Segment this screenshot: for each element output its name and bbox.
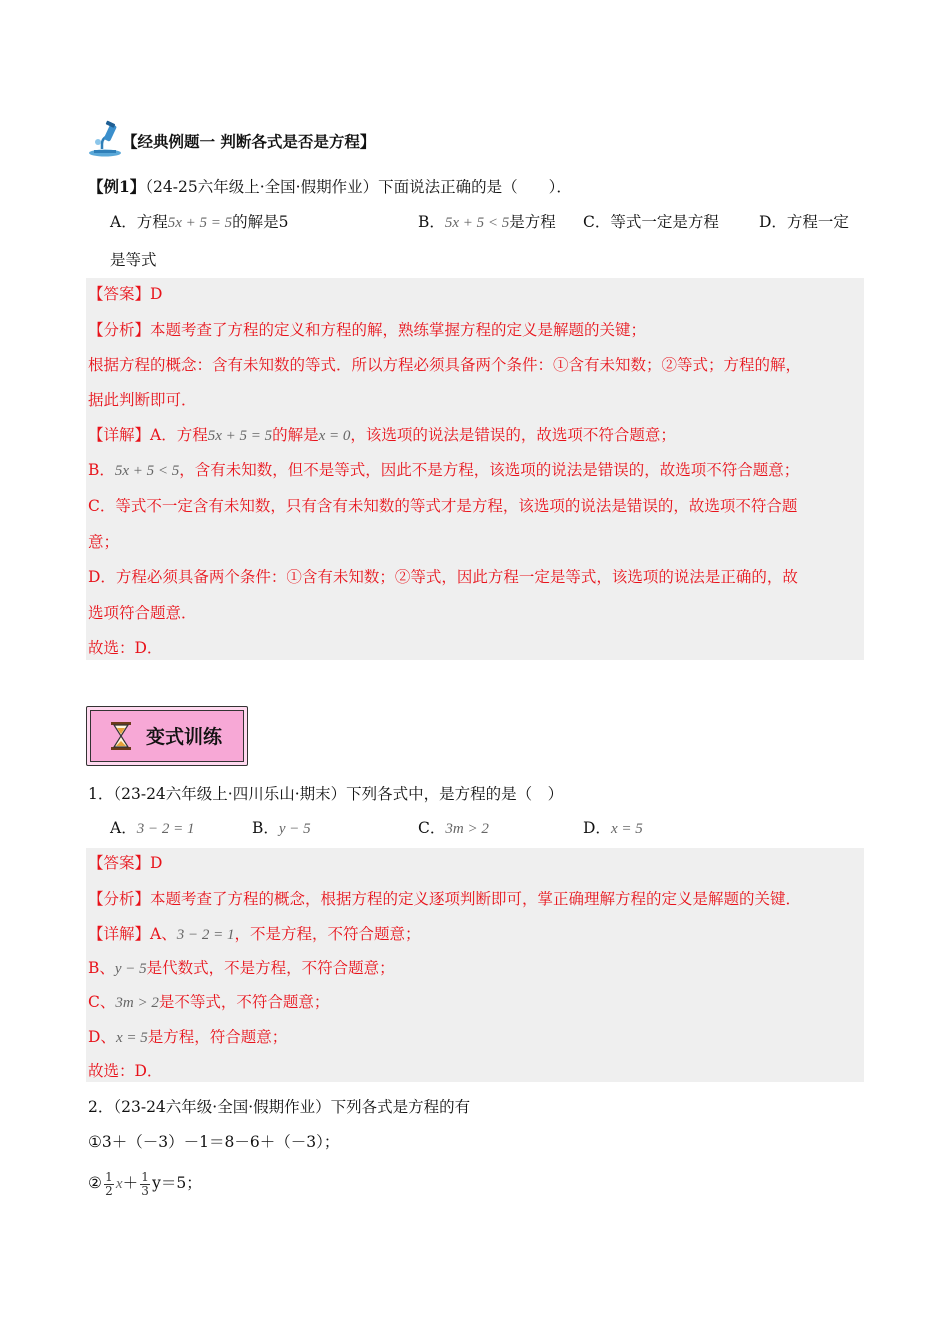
example-answer: 【答案】D xyxy=(88,285,163,303)
q1-option-b: B．y − 5 xyxy=(252,819,311,837)
q1-option-d: D．x = 5 xyxy=(583,819,643,837)
hourglass-icon xyxy=(110,722,132,750)
example-detail-d-line-2: 选项符合题意． xyxy=(88,604,197,622)
example-stem xyxy=(88,177,572,197)
example-detail-a: 【详解】A．方程5x + 5 = 5的解是x = 0，该选项的说法是错误的，故选项不符合题意； xyxy=(88,426,676,444)
example-option-b: B．5x + 5 < 5是方程 xyxy=(418,213,556,231)
example-analysis-line-1: 【分析】本题考查了方程的定义和方程的解，熟练掌握方程的定义是解题的关键； xyxy=(88,321,647,339)
example-option-a: A．方程5x + 5 = 5的解是5 xyxy=(110,213,289,231)
example-analysis-line-2: 根据方程的概念：含有未知数的等式．所以方程必须具备两个条件：①含有未知数；②等式；方程的解， xyxy=(88,356,802,374)
q1-detail-c: C、3m > 2是不等式，不符合题意； xyxy=(88,993,330,1011)
example-option-c: C．等式一定是方程 xyxy=(583,213,719,231)
example-analysis-line-3: 据此判断即可． xyxy=(88,391,197,409)
example-tag: 【例1】 xyxy=(88,177,146,196)
q1-analysis: 【分析】本题考查了方程的概念，根据方程的定义逐项判断即可，掌正确理解方程的定义是解题的关键． xyxy=(88,890,802,908)
example-detail-d-line-1: D．方程必须具备两个条件：①含有未知数；②等式，因此方程一定是等式，该选项的说法是正确的，故 xyxy=(88,568,798,586)
example-option-d-continued: 是等式 xyxy=(110,251,157,269)
q1-stem: 1．（23-24六年级上·四川乐山·期末）下列各式中，是方程的是（ ） xyxy=(88,785,564,803)
example-detail-b: B．5x + 5 < 5，含有未知数，但不是等式，因此不是方程，该选项的说法是错误的，故选项不符合题意； xyxy=(88,461,800,479)
practice-badge-label: 变式训练 xyxy=(146,726,223,748)
q1-conclusion: 故选：D． xyxy=(88,1062,163,1080)
example-option-d: D．方程一定 xyxy=(759,213,849,231)
example-conclusion: 故选：D． xyxy=(88,639,163,657)
example-detail-c-line-2: 意； xyxy=(88,533,120,551)
q1-answer: 【答案】D xyxy=(88,854,163,872)
fraction-one-half: $\frac{1}{2}$ xyxy=(105,1169,113,1198)
example-source: （24-25六年级上·全国·假期作业）下面说法正确的是（ ）． xyxy=(145,178,572,196)
q2-item-1: ①3＋（－3）－1＝8－6＋（－3）； xyxy=(88,1133,340,1151)
section-heading: 【经典例题一 判断各式是否是方程】 xyxy=(122,133,376,151)
q1-detail-a: 【详解】A、3 − 2 = 1，不是方程，不符合题意； xyxy=(88,925,421,943)
q2-stem: 2．（23-24六年级·全国·假期作业）下列各式是方程的有 xyxy=(88,1098,471,1116)
example-detail-c-line-1: C．等式不一定含有未知数，只有含有未知数的等式才是方程，该选项的说法是错误的，故选项不符合题 xyxy=(88,497,798,515)
q1-option-c: C．3m > 2 xyxy=(418,819,489,837)
q1-option-a: A．3 − 2 = 1 xyxy=(110,819,195,837)
fraction-one-third: $\frac{1}{3}$ xyxy=(141,1169,149,1198)
q2-item-2: ② $\frac{1}{2}$ x＋ $\frac{1}{3}$ y＝5； xyxy=(88,1169,202,1198)
microscope-icon xyxy=(86,120,124,158)
q1-detail-d: D、x = 5是方程，符合题意； xyxy=(88,1028,288,1046)
q1-detail-b: B、y − 5是代数式，不是方程，不符合题意； xyxy=(88,959,395,977)
